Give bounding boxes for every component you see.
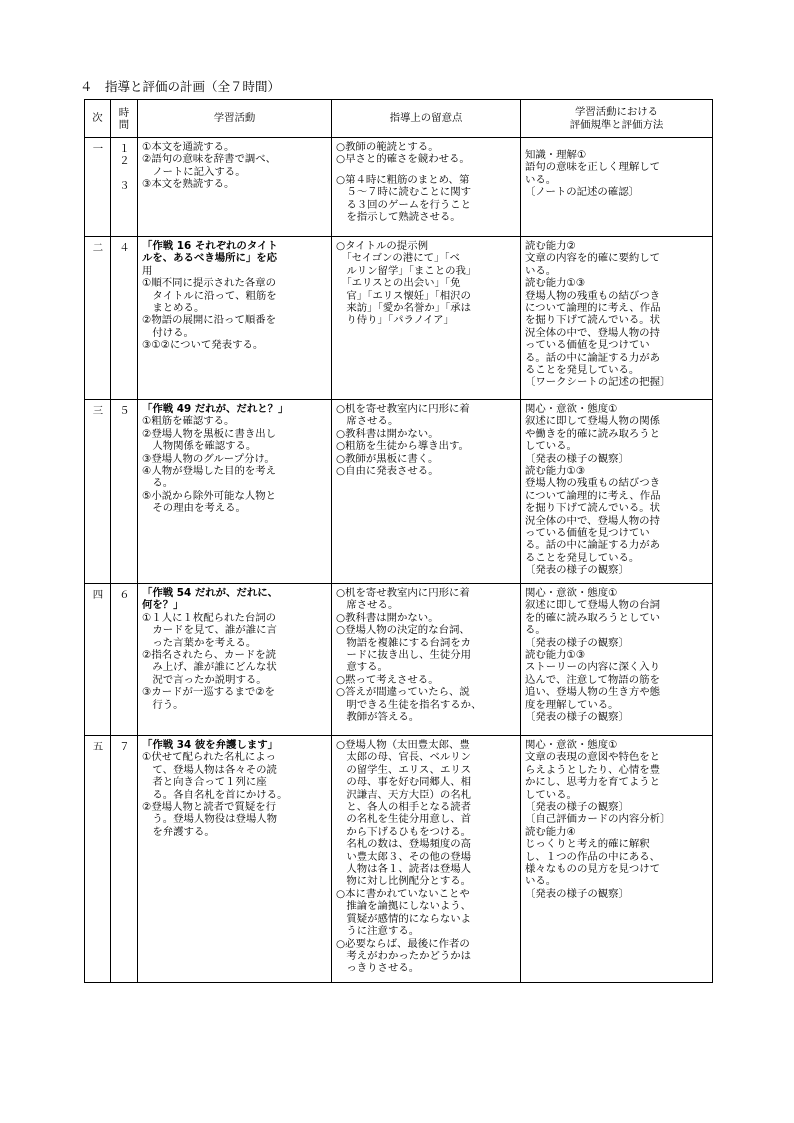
eval-line: じっくりと考え的確に解釈 [525, 838, 650, 851]
notes-line: 「エリスとの出会い」「免 [336, 277, 461, 290]
notes-line: 席させる。 [336, 599, 399, 612]
activity-line: ①１人に１枚配られた台詞の [142, 611, 277, 624]
notes-line: 「セイゴンの港にて」「ベ [336, 252, 460, 265]
eval-line: る。話の中に論証する力があ [525, 351, 661, 364]
eval-line: 登場人物の残重もの結びつき [525, 477, 661, 490]
row-activity [138, 138, 332, 237]
activity-line: み上げ、誰が誰にどんな状 [142, 661, 277, 674]
row-eval [521, 584, 713, 736]
notes-line: 官」「エリス懐妊」「相沢の [336, 289, 471, 302]
eval-line: や働きを的確に読み取ろうと [525, 427, 661, 440]
activity-line: ノートに記入する。 [142, 165, 246, 178]
activity-line: ②物語の展開に沿って順番を [142, 314, 277, 327]
activity-line: タイトルに沿って、粗筋を [142, 289, 277, 302]
row-hours [111, 138, 138, 237]
row-eval [521, 736, 713, 983]
notes-line: 太郎の母、官長、ベルリン [336, 751, 472, 764]
row-ji: 四 [85, 584, 111, 736]
activity-line: て、登場人物は各々その読 [142, 763, 277, 776]
activity-line: を弁護する。 [142, 825, 215, 838]
notes-line: ○教師の範読とする。 [336, 141, 439, 153]
row-eval [521, 400, 713, 584]
page-title: ４ 指導と評価の計画（全７時間） [80, 79, 281, 94]
notes-line: ○机を寄せ教室内に円形に着 [336, 403, 470, 415]
notes-line: ○黙って考えさせる。 [336, 673, 439, 686]
activity-line: カードを見て、誰が誰に言 [142, 624, 277, 637]
activity-line: ①伏せて配られた名札によっ [142, 751, 277, 764]
eval-line: 様々なものの見方を見つけて [525, 863, 661, 876]
eval-line: 読む能力② [525, 240, 576, 252]
notes-line: 物に対し比例配分とする。 [336, 875, 472, 888]
eval-line: 〔ノートの記述の確認〕 [525, 186, 639, 199]
eval-line: 読む能力①③ [525, 277, 586, 290]
notes-line: 物語を複雑にする台詞をカ [336, 636, 472, 649]
activity-line: ④人物が登場した目的を考え [142, 465, 277, 478]
hour: ３ [119, 179, 130, 192]
header-jikan [111, 100, 138, 138]
notes-line: ○登場人物の決定的な台詞、 [336, 624, 470, 637]
row-hours: ４ [111, 237, 138, 400]
eval-line: を的確に読み取ろうとしてい [525, 611, 661, 624]
activity-line: 「作戦 34 彼を弁護します」 [142, 739, 278, 751]
row-notes [332, 736, 521, 983]
row-eval [521, 237, 713, 400]
notes-line: ○第４時に粗筋のまとめ、第 [336, 173, 470, 186]
row-activity [138, 237, 332, 400]
eval-line: 叙述に即して登場人物の関係 [525, 415, 661, 428]
activity-line: 者と向き合って１列に座 [142, 776, 267, 789]
activity-line: その理由を考える。 [142, 502, 246, 515]
activity-line: ルを、あるべき場所に」を応 [142, 252, 278, 265]
activity-line: ②登場人物を黒板に書き出し [142, 427, 277, 440]
eval-line: 叙述に即して登場人物の台詞 [525, 599, 661, 612]
notes-line: 教師が答える。 [336, 711, 420, 724]
activity-line: ②登場人物と読者で質疑を行 [142, 801, 277, 814]
eval-line: 〔自己評価カードの内容分析〕 [525, 813, 671, 826]
activity-line: ①順不同に提示された各章の [142, 277, 277, 290]
activity-line: 人物関係を確認する。 [142, 440, 257, 453]
eval-line: 追い、登場人物の生き方や態 [525, 686, 661, 699]
activity-line: 行う。 [142, 698, 184, 711]
eval-line: ストーリーの内容に深く入り [525, 661, 661, 674]
eval-line: る。話の中に論証する力があ [525, 539, 661, 552]
notes-line: 席させる。 [336, 415, 399, 428]
notes-line: ○必要ならば、最後に作者の [336, 937, 470, 950]
notes-line: ○早さと的確さを競わせる。 [336, 153, 470, 166]
eval-line: かにし、思考力を育てようと [525, 776, 661, 789]
eval-line: 〔ワークシートの記述の把握〕 [525, 376, 671, 389]
table-row [85, 584, 713, 736]
notes-line: ードに抜き出し、生徒分用 [336, 649, 472, 662]
notes-line: 推論を論拠にしないよう、 [336, 900, 472, 913]
notes-line: ５～７時に読むことに関す [336, 186, 472, 199]
notes-line: を指示して熟読させる。 [336, 211, 461, 224]
activity-line: ①本文を通読する。 [142, 141, 235, 153]
eval-line: 〔発表の様子の観察〕 [525, 711, 629, 724]
notes-line: ○答えが間違っていたら、説 [336, 686, 470, 699]
eval-line: について論理的に考え、作品 [525, 489, 661, 502]
activity-line: ②語句の意味を辞書で調べ、 [142, 153, 277, 166]
header-notes: 指導上の留意点 [332, 100, 521, 138]
eval-line: いる。 [525, 173, 557, 186]
eval-line: 度を理解している。 [525, 698, 619, 711]
eval-line: 文章の内容を的確に要約して [525, 252, 661, 265]
eval-line: し、１つの作品の中にある、 [525, 850, 661, 863]
notes-line: ルリン留学」「まことの我」 [336, 264, 477, 277]
eval-line: 登場人物の残重もの結びつき [525, 289, 661, 302]
notes-line: ○教科書は開かない。 [336, 427, 439, 440]
header-eval-line-1: 学習活動における [574, 106, 659, 119]
activity-line: ③カードが一巡するまで②を [142, 686, 275, 699]
notes-line: っきりさせる。 [336, 962, 420, 975]
row-notes [332, 237, 521, 400]
eval-line: っている価値を見つけてい [525, 339, 650, 352]
activity-line: ③①②について発表する。 [142, 339, 264, 352]
eval-line: 読む能力①③ [525, 649, 586, 662]
row-activity [138, 584, 332, 736]
eval-line: について論理的に考え、作品 [525, 302, 661, 315]
notes-line: うに注意する。 [336, 925, 420, 938]
notes-line: 来訪」「愛か名誉か」「承は [336, 302, 472, 315]
header-eval [521, 100, 713, 138]
notes-line: ○教科書は開かない。 [336, 611, 439, 624]
activity-line: ①粗筋を確認する。 [142, 415, 235, 428]
row-ji: 三 [85, 400, 111, 584]
notes-line: ○タイトルの提示例 [336, 240, 428, 252]
activity-line: ③本文を熟読する。 [142, 178, 235, 191]
eval-line: 〔発表の様子の観察〕 [525, 887, 629, 900]
activity-line: る。 [142, 477, 174, 490]
notes-line: 意する。 [336, 661, 388, 674]
eval-line: いる。 [525, 264, 557, 277]
notes-line: ○粗筋を生徒から導き出す。 [336, 440, 469, 453]
notes-line: 明できる生徒を指名するか、 [336, 698, 482, 711]
eval-line: ることを発見している。 [525, 551, 640, 564]
eval-line: 況全体の中で、登場人物の持 [525, 514, 660, 527]
eval-line: 知識・理解① [525, 149, 587, 161]
eval-line: っている価値を見つけてい [525, 527, 650, 540]
eval-line: 〔発表の様子の観察〕 [525, 636, 629, 649]
activity-line: ⑤小説から除外可能な人物と [142, 489, 277, 502]
header-eval-line-2: 評価規準と評価方法 [569, 118, 664, 131]
header-ji-label: 次 [92, 112, 103, 125]
eval-line: 関心・意欲・態度① [525, 739, 618, 751]
notes-line: から下げるひもをつける。 [336, 825, 472, 838]
notes-line: 沢謙吉、天方大臣）の名札 [336, 788, 472, 801]
activity-line: 「作戦 49 だれが、だれと？」 [142, 403, 289, 415]
activity-line: まとめる。 [142, 302, 205, 315]
eval-line: を掘り下げて読んでいる。状 [525, 502, 661, 515]
notes-line: の留学生、エリス、エリス [336, 763, 471, 776]
activity-line: った言葉かを考える。 [142, 636, 257, 649]
row-notes [332, 584, 521, 736]
eval-line: いる。 [525, 875, 557, 888]
eval-line: を掘り下げて読んでいる。状 [525, 314, 661, 327]
eval-line: らえようとしたり、心情を豊 [525, 763, 661, 776]
eval-line: 況全体の中で、登場人物の持 [525, 326, 660, 339]
row-eval [521, 138, 713, 237]
row-notes [332, 138, 521, 237]
row-ji: 二 [85, 237, 111, 400]
eval-line: 〔発表の様子の観察〕 [525, 564, 629, 577]
notes-line: ○本に書かれていないことや [336, 887, 470, 900]
eval-line: 読む能力①③ [525, 465, 586, 478]
notes-line: ○机を寄せ教室内に円形に着 [336, 587, 470, 599]
activity-line: 「作戦 54 だれが、だれに、 [142, 587, 278, 599]
eval-line: 関心・意欲・態度① [525, 403, 618, 415]
hour: ２ [119, 155, 130, 168]
notes-line: 名札の数は、登場頻度の高 [336, 838, 472, 851]
notes-line: の母、事を好む同郷人、相 [336, 776, 472, 789]
table-row [85, 736, 713, 983]
activity-line: 「作戦 16 それぞれのタイト [142, 240, 278, 252]
notes-line: 質疑が感情的にならないよ [336, 912, 472, 925]
notes-line: と、各人の相手となる読者 [336, 801, 472, 814]
eval-line: 文章の表現の意図や特色をと [525, 751, 661, 764]
table-row [85, 400, 713, 584]
header-jikan-label-2: 間 [118, 118, 130, 131]
table-header-row [85, 100, 713, 138]
notes-line: る３回のゲームを行うこと [336, 198, 472, 211]
notes-line: ○教師が黒板に書く。 [336, 452, 439, 465]
notes-line: の名札を生徒分用意し、首 [336, 813, 472, 826]
notes-line: ○登場人物（太田豊太郎、豊 [336, 739, 470, 751]
row-activity [138, 400, 332, 584]
row-notes [332, 400, 521, 584]
eval-line: る。 [525, 624, 546, 637]
notes-line: り侍り」「パラノイア」 [336, 314, 454, 327]
header-activity: 学習活動 [138, 100, 332, 138]
eval-line: している。 [525, 440, 577, 453]
header-ji [85, 100, 111, 138]
eval-line: 読む能力④ [525, 825, 576, 838]
row-ji: 五 [85, 736, 111, 983]
notes-line: い豊太郎３、その他の登場 [336, 850, 472, 863]
activity-line: 用 [142, 264, 153, 277]
activity-line: 何を？」 [142, 599, 184, 612]
eval-line: 〔発表の様子の観察〕 [525, 801, 629, 814]
notes-line: 考えがわかったかどうかは [336, 949, 472, 962]
eval-line: 語句の意味を正しく理解して [525, 161, 661, 174]
activity-line: ②指名されたら、カードを読 [142, 649, 277, 662]
notes-line: 人物は各１、読者は登場人 [336, 863, 472, 876]
eval-line: ることを発見している。 [525, 364, 640, 377]
activity-line: 付ける。 [142, 326, 194, 339]
eval-line: 関心・意欲・態度① [525, 587, 618, 599]
row-activity [138, 736, 332, 983]
notes-line: ○自由に発表させる。 [336, 465, 439, 478]
hour: １ [119, 143, 130, 155]
activity-line: 況で言ったか説明する。 [142, 673, 267, 686]
activity-line: ③登場人物のグループ分け。 [142, 452, 275, 465]
eval-line: 〔発表の様子の観察〕 [525, 452, 629, 465]
eval-line: 込んで、注意して物語の筋を [525, 673, 660, 686]
activity-line: る。各自名札を首にかける。 [142, 788, 288, 801]
table-row [85, 237, 713, 400]
header-jikan-label-1: 時 [118, 106, 130, 119]
activity-line: う。登場人物役は登場人物 [142, 813, 278, 826]
eval-line: している。 [525, 788, 577, 801]
lesson-plan-table [84, 99, 713, 983]
row-hours: ５ [111, 400, 138, 584]
table-row [85, 138, 713, 237]
row-hours: ７ [111, 736, 138, 983]
row-ji: 一 [85, 138, 111, 237]
notes-gap [336, 166, 517, 174]
eval-gap [525, 141, 709, 149]
row-hours: ６ [111, 584, 138, 736]
